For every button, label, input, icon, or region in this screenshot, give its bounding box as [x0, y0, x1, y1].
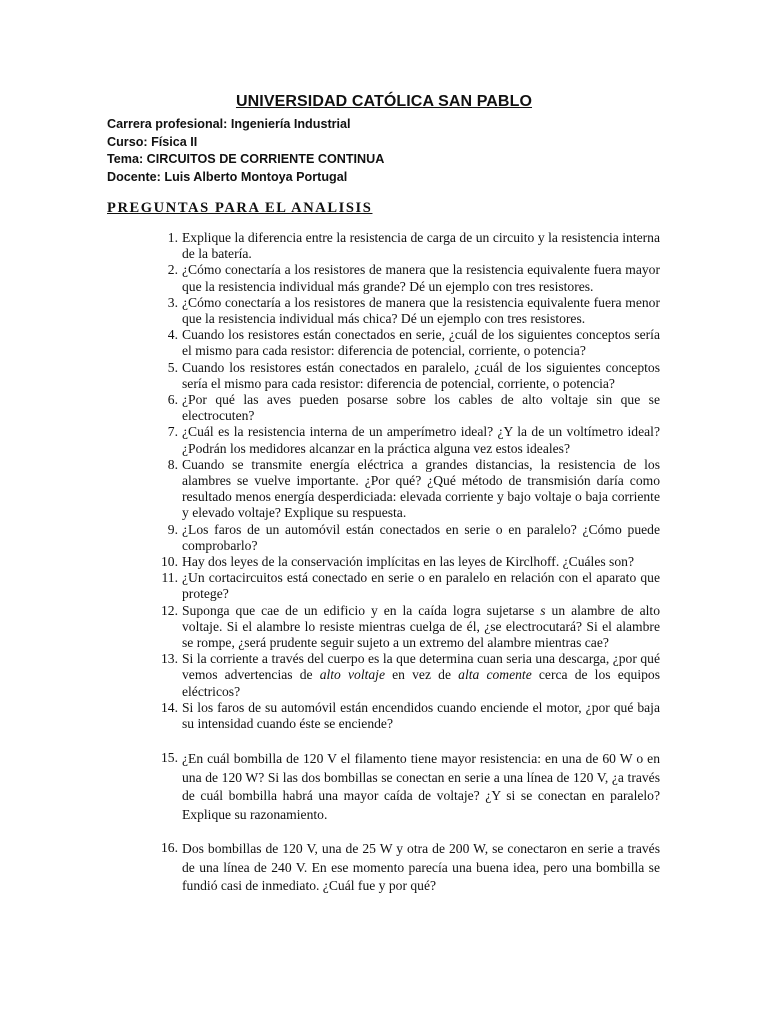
question-item [150, 750, 660, 824]
question-number: 8. [167, 456, 178, 472]
question-item [150, 327, 660, 359]
question-item [150, 360, 660, 392]
question-number: 10. [161, 554, 178, 570]
question-text: Cuando los resistores están conectados en paralelo, ¿cuál de los siguientes conceptos sería el mismo para cada resistor: diferencia de potencial, corriente, o potencia? [182, 359, 660, 391]
question-number: 6. [167, 392, 178, 408]
question-item [150, 262, 660, 294]
question-number: 7. [167, 424, 178, 440]
question-text: ¿Un cortacircuitos está conectado en serie o en paralelo en relación con el aparato que protege? [182, 570, 660, 602]
question-item [150, 424, 660, 456]
question-item [150, 700, 660, 732]
teacher-line: Docente: Luis Alberto Montoya Portugal [107, 169, 348, 184]
question-text: Dos bombillas de 120 V, una de 25 W y otra de 200 W, se conectaron en serie a través de una línea de 240 V. En ese momento parecía una buena idea, pero una bombilla se fundió casi de inmediato. ¿Cuál fue y por qué? [182, 841, 660, 894]
university-title: UNIVERSIDAD CATÓLICA SAN PABLO [235, 93, 533, 110]
question-text: ¿En cuál bombilla de 120 V el filamento tiene mayor resistencia: en una de 60 W o en una de 120 W? Si las dos bombillas se conectan en serie a una línea de 120 V, ¿a través de cuál bombilla habrá una mayor caída de voltaje? ¿Y si se conectan en paralelo? Explique su razonamiento. [182, 751, 660, 822]
question-item [150, 295, 660, 327]
question-italic-text: alta comente [458, 667, 532, 683]
question-item [150, 457, 660, 522]
question-item [150, 230, 660, 262]
questions-list [150, 230, 660, 896]
question-number: 12. [161, 602, 178, 618]
section-title: PREGUNTAS PARA EL ANALISIS [107, 200, 373, 216]
question-number: 14. [161, 699, 178, 715]
course-line: Curso: Física II [107, 134, 198, 149]
question-text-part: Si la corriente a través del cuerpo es la que determina cuan seria una descarga, ¿por qué vemos advertencias de [182, 651, 660, 683]
question-item [150, 522, 660, 554]
question-number: 9. [167, 521, 178, 537]
question-text: ¿Cómo conectaría a los resistores de manera que la resistencia equivalente fuera mayor que la resistencia individual más grande? Dé un ejemplo con tres resistores. [182, 262, 660, 294]
question-text: Si los faros de su automóvil están encendidos cuando enciende el motor, ¿por qué baja su intensidad cuando éste se enciende? [182, 699, 660, 732]
question-text: ¿Cómo conectaría a los resistores de manera que la resistencia equivalente fuera menor que la resistencia individual más chica? Dé un ejemplo con tres resistores. [182, 294, 660, 327]
question-text: ¿Cuál es la resistencia interna de un amperímetro ideal? ¿Y la de un voltímetro ideal? ¿Podrán los medidores alcanzar en la práctica alguna vez estos ideales? [182, 424, 660, 456]
question-number: 11. [161, 570, 178, 586]
question-number: 16. [161, 840, 178, 856]
question-item [150, 570, 660, 602]
question-text: Explique la diferencia entre la resistencia de carga de un circuito y la resistencia interna de la batería. [182, 230, 660, 262]
question-number: 15. [161, 750, 178, 766]
question-text: Hay dos leyes de la conservación implícitas en las leyes de Kirclhoff. ¿Cuáles son? [182, 554, 634, 570]
question-text: Cuando se transmite energía eléctrica a grandes distancias, la resistencia de los alambres se vuelve importante. ¿Por qué? ¿Qué método de transmisión daría como resultado menos energía desperdiciada: elevada corriente y bajo voltaje o baja corriente y elevado voltaje? Explique su respuesta. [182, 456, 660, 521]
course-info [107, 116, 384, 186]
question-item [150, 840, 660, 896]
question-number: 13. [161, 651, 178, 667]
question-number: 3. [167, 294, 178, 310]
question-text-part: cerca de los equipos eléctricos? [182, 667, 660, 699]
question-text-part: un alambre de alto voltaje. Si el alambre lo resiste mientras cuelga de él, ¿se electrocutará? Si el alambre se rompe, ¿será prudente seguir sujeto a un extremo del alambre mientras cae? [182, 602, 660, 651]
topic-line: Tema: CIRCUITOS DE CORRIENTE CONTINUA [107, 152, 385, 166]
career-line: Carrera profesional: Ingeniería Industrial [107, 117, 351, 131]
question-item [150, 392, 660, 424]
question-number: 4. [167, 327, 178, 343]
question-number: 5. [167, 359, 178, 375]
question-text-part: en vez de [385, 667, 459, 683]
question-number: 1. [167, 230, 178, 245]
question-text-part: Suponga que cae de un edificio y en la caída logra sujetarse [182, 602, 541, 618]
question-item [150, 603, 660, 652]
question-number: 2. [167, 262, 178, 278]
question-italic-text: s [540, 602, 546, 618]
question-text: ¿Por qué las aves pueden posarse sobre los cables de alto voltaje sin que se electrocuten? [182, 392, 660, 424]
question-italic-text: alto voltaje [319, 667, 385, 683]
question-item [150, 651, 660, 700]
question-text: ¿Los faros de un automóvil están conectados en serie o en paralelo? ¿Cómo puede comprobarlo? [182, 521, 660, 553]
question-text: Cuando los resistores están conectados en serie, ¿cuál de los siguientes conceptos sería el mismo para cada resistor: diferencia de potencial, corriente, o potencia? [182, 327, 660, 359]
question-item [150, 554, 660, 570]
